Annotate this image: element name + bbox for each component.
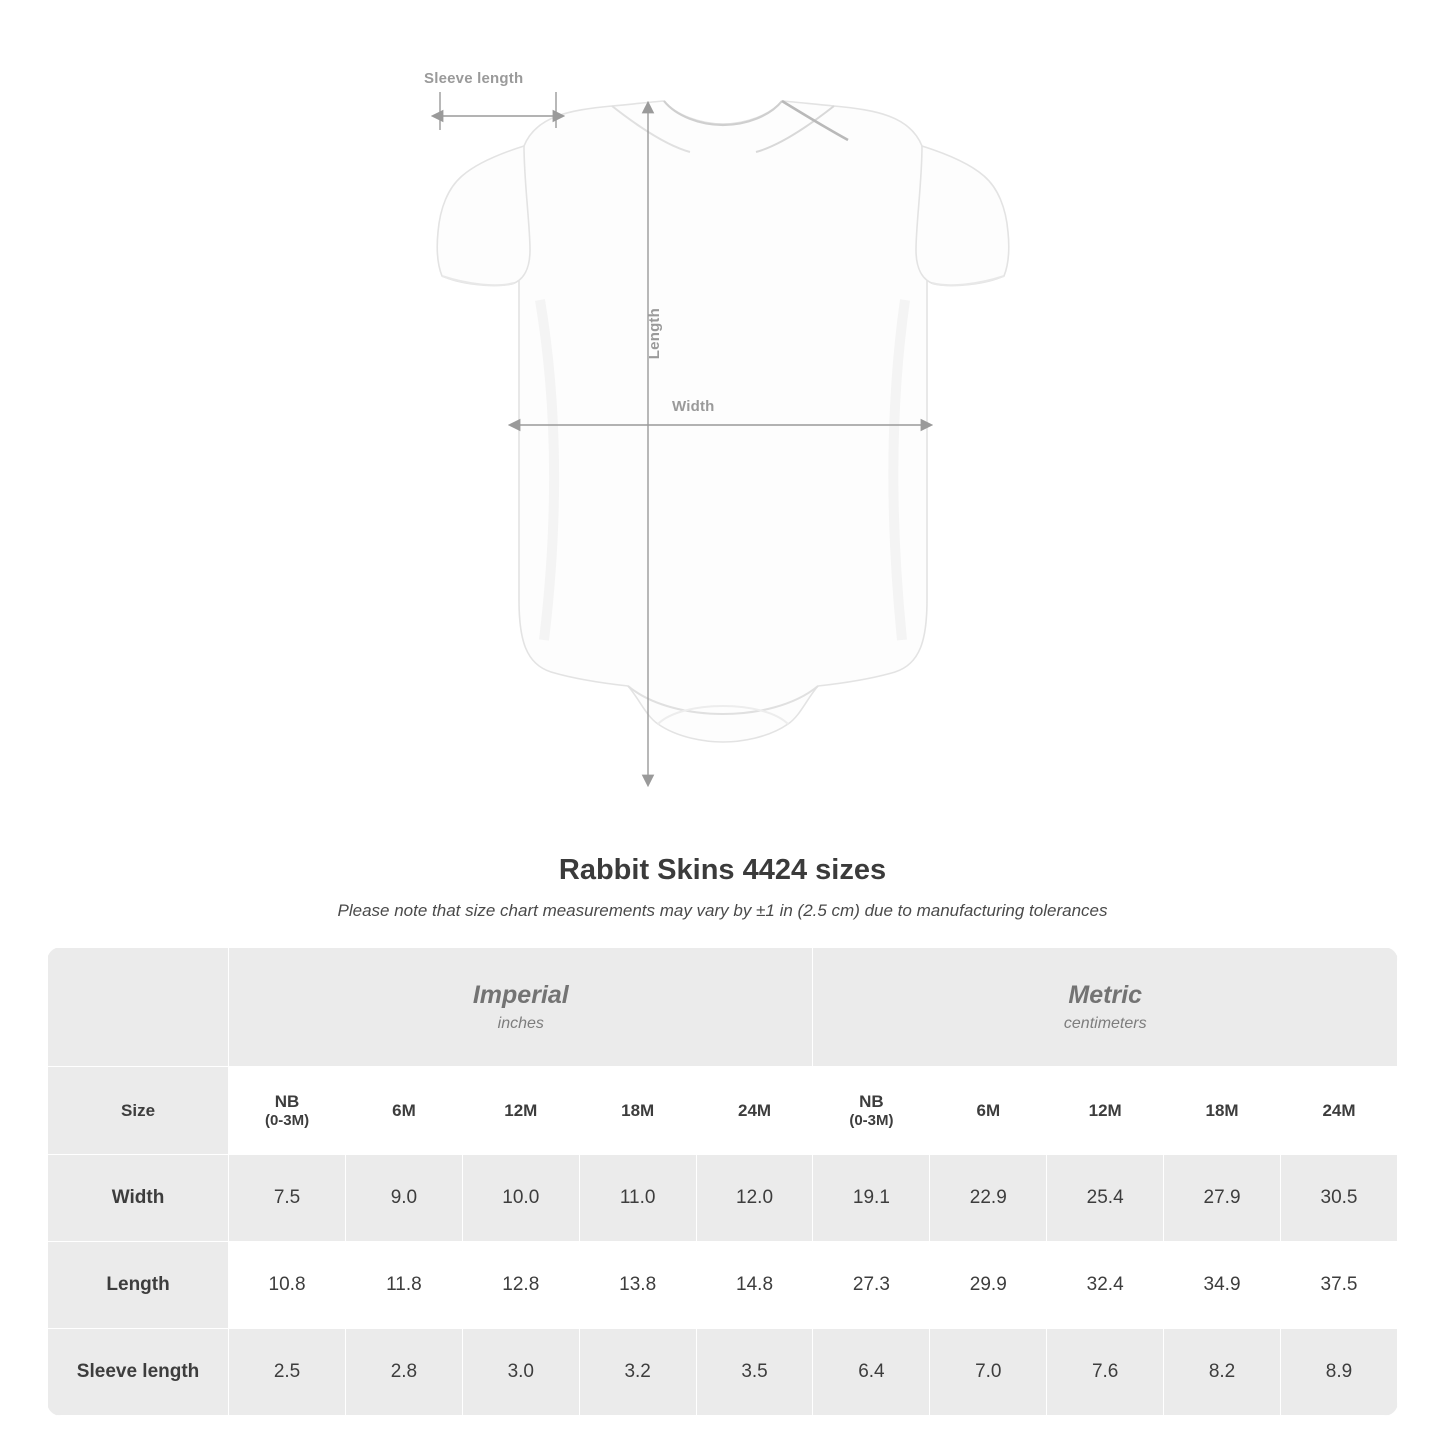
unit-header-row (48, 948, 1398, 1067)
cell-length-3: 13.8 (579, 1242, 696, 1329)
cell-width-8: 27.9 (1164, 1155, 1281, 1242)
cell-sleeve-7: 7.6 (1047, 1329, 1164, 1416)
cell-width-7: 25.4 (1047, 1155, 1164, 1242)
header-col-9: 24M (1280, 1067, 1397, 1155)
cell-sleeve-9: 8.9 (1280, 1329, 1397, 1416)
header-col-0-sub: (0-3M) (264, 1111, 310, 1129)
unit-metric-sub: centimeters (1063, 1015, 1147, 1033)
length-label: Length (646, 308, 663, 360)
cell-width-0: 7.5 (229, 1155, 346, 1242)
cell-sleeve-4: 3.5 (696, 1329, 813, 1416)
header-col-5 (813, 1067, 930, 1155)
unit-metric-cell (813, 948, 1398, 1067)
table-row (48, 1155, 1398, 1242)
row-label-length: Length (48, 1242, 229, 1329)
cell-sleeve-2: 3.0 (462, 1329, 579, 1416)
cell-length-9: 37.5 (1280, 1242, 1397, 1329)
cell-sleeve-5: 6.4 (813, 1329, 930, 1416)
unit-imperial-name: Imperial (472, 980, 569, 1009)
cell-length-0: 10.8 (229, 1242, 346, 1329)
row-label-width: Width (48, 1155, 229, 1242)
header-col-5-label: NB (859, 1091, 884, 1111)
cell-length-8: 34.9 (1164, 1242, 1281, 1329)
header-col-5-sub: (0-3M) (849, 1111, 894, 1129)
table-row (48, 1242, 1398, 1329)
cell-width-2: 10.0 (462, 1155, 579, 1242)
row-label-sleeve-length: Sleeve length (48, 1329, 229, 1416)
unit-imperial-sub: inches (497, 1015, 544, 1033)
cell-sleeve-8: 8.2 (1164, 1329, 1281, 1416)
size-table-wrapper (47, 947, 1398, 1416)
width-label: Width (672, 398, 715, 415)
cell-width-1: 9.0 (345, 1155, 462, 1242)
bodysuit-shape (437, 101, 1009, 742)
cell-length-1: 11.8 (345, 1242, 462, 1329)
header-col-8: 18M (1164, 1067, 1281, 1155)
cell-length-4: 14.8 (696, 1242, 813, 1329)
cell-width-6: 22.9 (930, 1155, 1047, 1242)
cell-length-5: 27.3 (813, 1242, 930, 1329)
cell-width-9: 30.5 (1280, 1155, 1397, 1242)
size-header-row (48, 1067, 1398, 1155)
cell-width-5: 19.1 (813, 1155, 930, 1242)
header-col-0 (229, 1067, 346, 1155)
header-col-4: 24M (696, 1067, 813, 1155)
unit-corner-cell (48, 948, 229, 1067)
header-size-label: Size (48, 1067, 229, 1155)
header-col-2: 12M (462, 1067, 579, 1155)
cell-length-2: 12.8 (462, 1242, 579, 1329)
title-block (0, 854, 1445, 921)
header-col-6: 6M (930, 1067, 1047, 1155)
cell-width-4: 12.0 (696, 1155, 813, 1242)
unit-imperial-cell (229, 948, 813, 1067)
unit-metric-name: Metric (1068, 980, 1143, 1009)
cell-width-3: 11.0 (579, 1155, 696, 1242)
cell-length-6: 29.9 (930, 1242, 1047, 1329)
sleeve-length-label: Sleeve length (424, 70, 524, 87)
cell-sleeve-0: 2.5 (229, 1329, 346, 1416)
header-col-0-label: NB (274, 1091, 300, 1111)
tolerance-note: Please note that size chart measurements may vary by ±1 in (2.5 cm) due to manufacturing tolerances (337, 901, 1108, 920)
header-col-7: 12M (1047, 1067, 1164, 1155)
header-col-3: 18M (579, 1067, 696, 1155)
header-col-1: 6M (345, 1067, 462, 1155)
page-title: Rabbit Skins 4424 sizes (558, 854, 887, 886)
cell-sleeve-6: 7.0 (930, 1329, 1047, 1416)
table-row (48, 1329, 1398, 1416)
cell-sleeve-3: 3.2 (579, 1329, 696, 1416)
size-table (47, 947, 1398, 1416)
cell-sleeve-1: 2.8 (345, 1329, 462, 1416)
cell-length-7: 32.4 (1047, 1242, 1164, 1329)
